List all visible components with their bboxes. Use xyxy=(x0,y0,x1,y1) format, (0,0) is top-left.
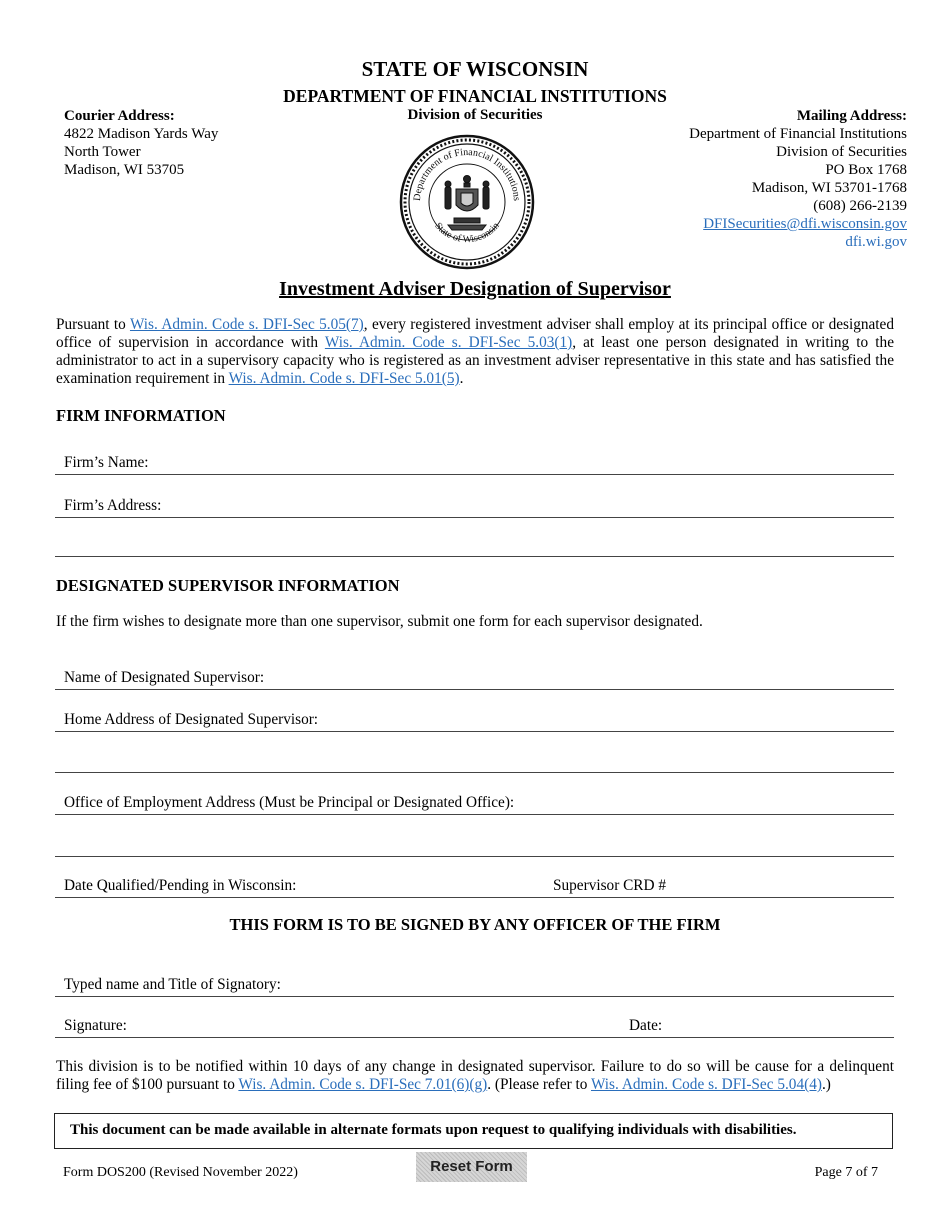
signature-notice: THIS FORM IS TO BE SIGNED BY ANY OFFICER OF THE FIRM xyxy=(229,915,721,934)
signature-input[interactable] xyxy=(135,1017,619,1037)
firm-name-row xyxy=(55,453,894,475)
divider xyxy=(55,474,894,475)
office-address-label: Office of Employment Address (Must be Principal or Designated Office): xyxy=(64,794,515,811)
signatory-input[interactable] xyxy=(290,976,896,996)
supervisor-home-line2-input[interactable] xyxy=(57,752,896,772)
mailing-line: Madison, WI 53701-1768 xyxy=(751,180,907,196)
supervisor-home-line2-row xyxy=(55,751,894,773)
accessibility-notice: This document can be made available in alternate formats upon request to qualifying individuals with disabilities. xyxy=(70,1122,797,1138)
courier-heading: Courier Address: xyxy=(64,108,175,124)
department-title: DEPARTMENT OF FINANCIAL INSTITUTIONS xyxy=(283,86,667,106)
office-address-line2-row xyxy=(55,835,894,857)
supervisor-name-input[interactable] xyxy=(270,669,896,689)
courier-line: 4822 Madison Yards Way xyxy=(64,126,219,142)
firm-address-label: Firm’s Address: xyxy=(64,497,162,514)
firm-section-heading: FIRM INFORMATION xyxy=(56,406,226,425)
notification-text: This division is to be notified within 10 days of any change in designated supervisor. Failure to do so will be cause for a delinquent filing fee of $100 pursuant to xyxy=(56,1058,894,1093)
signatory-label: Typed name and Title of Signatory: xyxy=(64,976,281,993)
signature-label: Signature: xyxy=(64,1017,127,1034)
courier-address xyxy=(64,107,324,179)
notification-text: . (Please refer to xyxy=(487,1076,591,1093)
firm-address-input[interactable] xyxy=(177,497,896,517)
courier-line: Madison, WI 53705 xyxy=(64,162,185,178)
divider xyxy=(55,897,894,898)
date-crd-row xyxy=(55,876,894,898)
signatory-row xyxy=(55,975,894,997)
signature-row xyxy=(55,1016,894,1038)
divider xyxy=(55,856,894,857)
divider xyxy=(55,814,894,815)
mailing-heading: Mailing Address: xyxy=(796,108,907,124)
page-number: Page 7 of 7 xyxy=(814,1165,878,1180)
supervisor-home-label: Home Address of Designated Supervisor: xyxy=(64,711,319,728)
supervisor-section-heading: DESIGNATED SUPERVISOR INFORMATION xyxy=(56,576,400,595)
svg-text:State of Wisconsin: State of Wisconsin xyxy=(432,220,502,246)
sign-date-label: Date: xyxy=(629,1017,663,1034)
mailing-line: PO Box 1768 xyxy=(825,162,907,178)
form-title: Investment Adviser Designation of Supervisor xyxy=(279,278,671,300)
date-qualified-label: Date Qualified/Pending in Wisconsin: xyxy=(64,877,297,894)
divider xyxy=(55,996,894,997)
supervisor-home-row xyxy=(55,710,894,732)
divider xyxy=(55,1037,894,1038)
mailing-line: Division of Securities xyxy=(776,144,907,160)
supervisor-name-label: Name of Designated Supervisor: xyxy=(64,669,265,686)
regulation-link[interactable]: Wis. Admin. Code s. DFI-Sec 5.05(7) xyxy=(129,316,364,333)
website-link[interactable]: dfi.wi.gov xyxy=(845,234,907,250)
notification-text: .) xyxy=(821,1076,831,1093)
notification-paragraph xyxy=(56,1058,894,1094)
reset-form-button[interactable]: Reset Form xyxy=(416,1152,527,1182)
divider xyxy=(55,731,894,732)
intro-text: Pursuant to xyxy=(56,316,130,333)
date-qualified-input[interactable] xyxy=(305,877,549,897)
firm-name-input[interactable] xyxy=(177,454,896,474)
regulation-link[interactable]: Wis. Admin. Code s. DFI-Sec 5.04(4) xyxy=(590,1076,822,1093)
state-title: STATE OF WISCONSIN xyxy=(361,57,589,81)
regulation-link[interactable]: Wis. Admin. Code s. DFI-Sec 5.03(1) xyxy=(324,334,573,351)
crd-label: Supervisor CRD # xyxy=(553,877,667,894)
intro-text: , at least one person designated in writing to the administrator to act in a supervisory capacity who is registered as an investment adviser representative in this state and has satisfied the examination requirement in xyxy=(56,334,894,387)
mailing-line: Department of Financial Institutions xyxy=(689,126,907,142)
svg-text:Department of Financial Instit: Department of Financial Institutions xyxy=(411,146,523,202)
divider xyxy=(55,689,894,690)
regulation-link[interactable]: Wis. Admin. Code s. DFI-Sec 7.01(6)(g) xyxy=(238,1076,488,1093)
office-address-line2-input[interactable] xyxy=(57,836,896,856)
firm-address-line2-row xyxy=(55,535,894,557)
state-seal-icon xyxy=(398,133,536,271)
division-title: Division of Securities xyxy=(407,107,543,123)
email-link[interactable]: DFISecurities@dfi.wisconsin.gov xyxy=(703,216,907,232)
form-id: Form DOS200 (Revised November 2022) xyxy=(63,1165,298,1180)
supervisor-name-row xyxy=(55,668,894,690)
intro-text: . xyxy=(459,370,464,387)
office-address-input[interactable] xyxy=(525,794,896,814)
firm-address-row xyxy=(55,496,894,518)
courier-line: North Tower xyxy=(64,144,141,160)
office-address-row xyxy=(55,793,894,815)
divider xyxy=(55,517,894,518)
crd-input[interactable] xyxy=(680,877,896,897)
divider xyxy=(55,772,894,773)
divider xyxy=(55,556,894,557)
regulation-link[interactable]: Wis. Admin. Code s. DFI-Sec 5.01(5) xyxy=(228,370,460,387)
intro-text: , every registered investment adviser shall employ at its principal office or designated office of supervision in accordance with xyxy=(56,316,894,351)
firm-name-label: Firm’s Name: xyxy=(64,454,149,471)
intro-paragraph xyxy=(56,316,894,388)
accessibility-notice-box xyxy=(54,1113,893,1149)
supervisor-home-input[interactable] xyxy=(327,711,896,731)
sign-date-input[interactable] xyxy=(670,1017,896,1037)
supervisor-note: If the firm wishes to designate more than one supervisor, submit one form for each supervisor designated. xyxy=(56,613,703,630)
mailing-address xyxy=(587,107,907,251)
firm-address-line2-input[interactable] xyxy=(57,536,896,556)
mailing-phone: (608) 266-2139 xyxy=(813,198,907,214)
